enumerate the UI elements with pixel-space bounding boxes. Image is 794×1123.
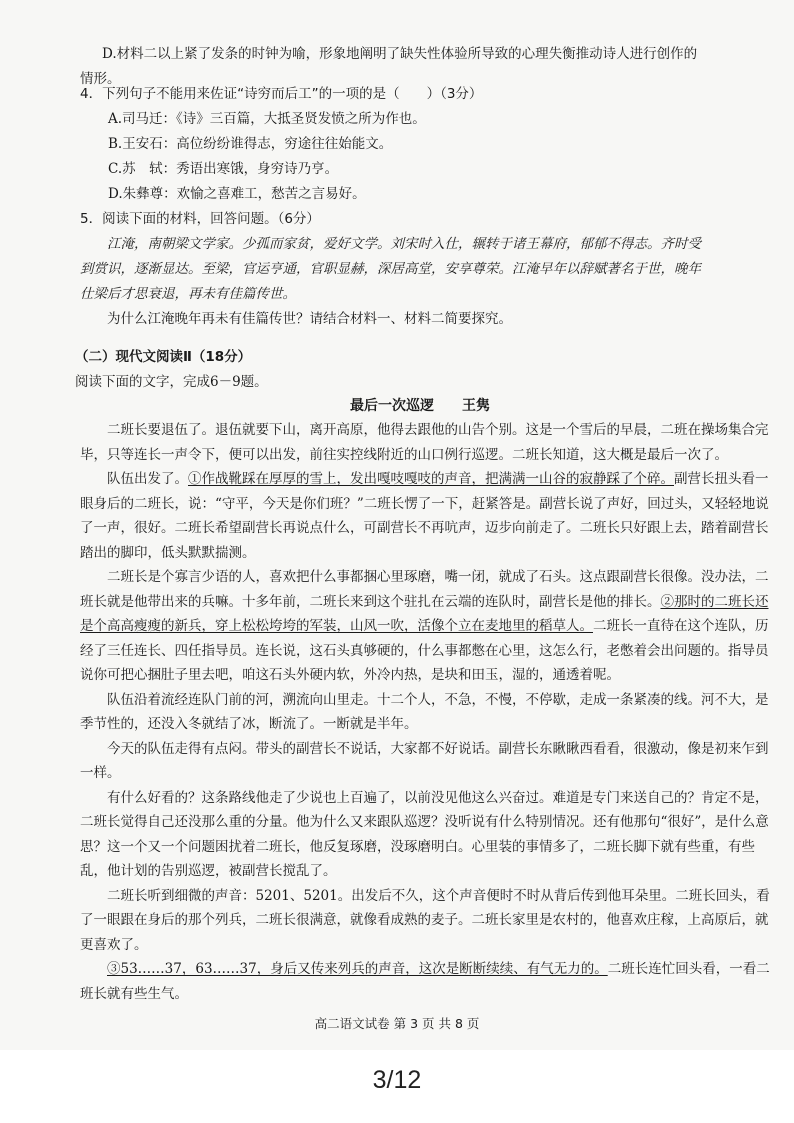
page-indicator: 3/12 xyxy=(372,1066,422,1094)
story-author: 王隽 xyxy=(462,398,490,414)
question-4 xyxy=(80,82,770,207)
story-paragraph-8 xyxy=(80,957,770,1006)
question-5-prompt: 为什么江淹晚年再未有佳篇传世？请结合材料一、材料二简要探究。 xyxy=(107,311,512,327)
page-footer: 高二语文试卷 第 3 页 共 8 页 xyxy=(314,1016,480,1031)
story-paragraph-7: 二班长听到细微的声音：5201、5201。出发后不久，这个声音便时不时从背后传到他耳朵里。二班长回头，看了一眼跟在身后的那个列兵，二班长很满意，就像看成熟的麦子。二班长家里是农村的，他喜欢庄稼，上高原后，就更喜欢了。 xyxy=(80,887,770,953)
question-4-option-a: A.司马迁：《诗》三百篇，大抵圣贤发愤之所为作也。 xyxy=(108,111,426,127)
section-2-header xyxy=(75,345,765,395)
question-5 xyxy=(80,207,770,332)
story-title xyxy=(75,394,765,419)
question-5-stem: 5．阅读下面的材料，回答问题。（6分） xyxy=(80,211,320,227)
story-paragraph-6: 有什么好看的？这条路线他走了少说也上百遍了，以前没见他这么兴奋过。难道是专门来送自己的？肯定不是，二班长觉得自己还没那么重的分量。他为什么又来跟队巡逻？没听说有什么特别情况。还有他那句“很好”，是什么意思？这一个又一个问题困扰着二班长，他反复琢磨，没琢磨明白。心里装的事情多了，二班长脚下就有些重，有些乱，他计划的告别巡逻，被副营长搅乱了。 xyxy=(80,789,769,879)
story-body xyxy=(80,418,770,1006)
story-title-text: 最后一次巡逻 xyxy=(350,398,434,414)
paragraph-text: 二班长是个寡言少语的人，喜欢把什么事都捆心里琢磨，嘴一闭，就成了石头。这点跟副营长很像。没办法，二班长就是他带出来的兵嘛。十多年前，二班长来到这个驻扎在云端的连队时，副营长是他的排长。 xyxy=(80,569,769,610)
question-4-stem: 4．下列句子不能用来佐证“诗穷而后工”的一项的是（ ）（3分） xyxy=(80,86,483,102)
paragraph-text: 副营长扭头看一眼身后的二班长，说：“守平，今天是你们班？”二班长愣了一下，赶紧答是。副营长说了声好，回过头，又轻轻地说了一声，很好。二班长希望副营长再说点什么，可副营长不再吭声，迈步向前走了。二班长只好跟上去，踏着副营长踏出的脚印，低头默默揣测。 xyxy=(80,471,769,561)
paragraph-text: 二班长连忙回头看，一看二班长就有些生气。 xyxy=(80,961,770,1002)
paragraph-text: 队伍出发了。 xyxy=(107,471,188,487)
question-4-option-d: D.朱彝尊：欢愉之喜难工，愁苦之言易好。 xyxy=(108,186,366,202)
story-paragraph-5: 今天的队伍走得有点闷。带头的副营长不说话，大家都不好说话。副营长东瞅瞅西看看，很激动，像是初来乍到一样。 xyxy=(80,740,769,781)
story-paragraph-1: 二班长要退伍了。退伍就要下山，离开高原，他得去跟他的山告个别。这是一个雪后的早晨，二班在操场集合完毕，只等连长一声令下，便可以出发，前往实控线附近的山口例行巡逻。二班长知道，这大概是最后一次了。 xyxy=(80,422,769,463)
section-instruction: 阅读下面的文字，完成6－9题。 xyxy=(75,374,268,390)
section-heading: （二）现代文阅读Ⅱ（18分） xyxy=(75,349,252,365)
question-4-option-b: B.王安石：高位纷纷谁得志，穷途往往始能文。 xyxy=(108,136,393,152)
question-5-material xyxy=(80,232,770,307)
question-4-option-c: C.苏 轼：秀语出寒饿，身穷诗乃亨。 xyxy=(108,161,339,177)
underlined-sentence-1: ①作战靴踩在厚厚的雪上，发出嘎吱嘎吱的声音，把满满一山谷的寂静踩了个碎。 xyxy=(188,471,674,487)
material-line: 仕梁后才思衰退，再未有佳篇传世。 xyxy=(80,286,296,302)
underlined-sentence-3: ③53……37，63……37，身后又传来列兵的声音，这次是断断续续、有气无力的。 xyxy=(107,961,608,977)
material-line: 江淹，南朝梁文学家。少孤而家贫，爱好文学。刘宋时入仕，辗转于诸王幕府，郁郁不得志。齐时受 xyxy=(107,236,701,252)
option-d-continuation: 情形。 xyxy=(80,71,121,87)
underlined-sentence-2: ②那时的二班长还是个高高瘦瘦的新兵，穿上松松垮垮的军装，山风一吹，活像个立在麦地里的稻草人。 xyxy=(80,593,769,634)
option-d-line: D.材料二以上紧了发条的时钟为喻，形象地阐明了缺失性体验所导致的心理失衡推动诗人进行创作的 xyxy=(102,46,698,62)
story-paragraph-4: 队伍沿着流经连队门前的河，溯流向山里走。十二个人，不急，不慢，不停歇，走成一条紧凑的线。河不大，是季节性的，还没入冬就结了冰，断流了。一断就是半年。 xyxy=(80,691,769,732)
paragraph-text: 二班长一直待在这个连队，历经了三任连长、四任指导员。连长说，这石头真够硬的，什么事都憋在心里，这怎么行，老憋着会出问题的。指导员说你可把心捆肚子里去吧，咱这石头外硬内软，外冷内热，是块和田玉，湿的，通透着呢。 xyxy=(80,618,769,683)
material-line: 到赏识，逐渐显达。至梁，官运亨通，官职显赫，深居高堂，安享尊荣。江淹早年以辞赋著名于世，晚年 xyxy=(80,261,701,277)
story-paragraph-2 xyxy=(80,467,770,565)
story-paragraph-3 xyxy=(80,565,770,688)
